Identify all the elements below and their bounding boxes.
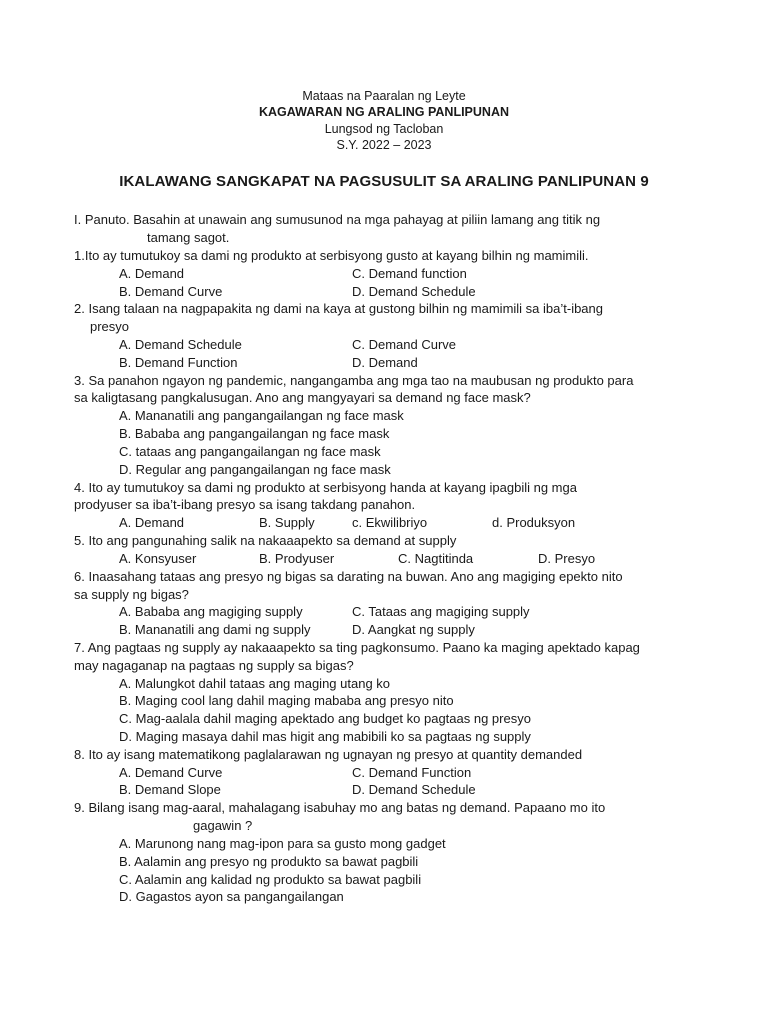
q7-choice-b: B. Maging cool lang dahil maging mababa ang presyo nito <box>119 693 454 708</box>
q1-choice-a: A. Demand <box>119 266 185 281</box>
q6-choice-a: A. Bababa ang magiging supply <box>119 604 303 619</box>
question-6: 6. Inaasahang tataas ang presyo ng bigas sa darating na buwan. Ano ang magiging epekto nito <box>74 569 623 584</box>
question-3: 3. Sa panahon ngayon ng pandemic, nangangamba ang mga tao na maubusan ng produkto para <box>74 373 634 388</box>
question-6-cont: sa supply ng bigas? <box>74 587 189 602</box>
q8-choice-a: A. Demand Curve <box>119 765 223 780</box>
q5-choice-a: A. Konsyuser <box>119 551 197 566</box>
city-name: Lungsod ng Tacloban <box>324 122 444 136</box>
q5-choice-d: D. Presyo <box>538 551 596 566</box>
q8-choice-d: D. Demand Schedule <box>352 782 476 797</box>
q2-choice-a: A. Demand Schedule <box>119 337 242 352</box>
department-name: KAGAWARAN NG ARALING PANLIPUNAN <box>259 105 509 119</box>
q2-choice-b: B. Demand Function <box>119 355 238 370</box>
question-9: 9. Bilang isang mag-aaral, mahalagang isabuhay mo ang batas ng demand. Papaano mo ito <box>74 800 606 815</box>
q4-choice-b: B. Supply <box>259 515 315 530</box>
question-5: 5. Ito ang pangunahing salik na nakaaapekto sa demand at supply <box>74 533 457 548</box>
q8-choice-c: C. Demand Function <box>352 765 472 780</box>
q3-choice-b: B. Bababa ang pangangailangan ng face mask <box>119 426 390 441</box>
q5-choice-b: B. Prodyuser <box>259 551 335 566</box>
q7-choice-a: A. Malungkot dahil tataas ang maging utang ko <box>119 676 391 691</box>
q9-choice-a: A. Marunong nang mag-ipon para sa gusto mong gadget <box>119 836 446 851</box>
q6-choice-d: D. Aangkat ng supply <box>352 622 475 637</box>
exam-title: IKALAWANG SANGKAPAT NA PAGSUSULIT SA ARALING PANLIPUNAN 9 <box>119 173 649 190</box>
question-3-cont: sa kaligtasang pangkalusugan. Ano ang mangyayari sa demand ng face mask? <box>74 390 531 405</box>
q8-choice-b: B. Demand Slope <box>119 782 221 797</box>
q1-choice-d: D. Demand Schedule <box>352 284 476 299</box>
q4-choice-a: A. Demand <box>119 515 185 530</box>
question-1: 1.Ito ay tumutukoy sa dami ng produkto at serbisyong gusto at kayang bilhin ng mamimili. <box>74 248 589 263</box>
q5-choice-c: C. Nagtitinda <box>398 551 474 566</box>
q1-choice-c: C. Demand function <box>352 266 467 281</box>
q3-choice-a: A. Mananatili ang pangangailangan ng face mask <box>119 408 404 423</box>
instructions-line-2: tamang sagot. <box>147 230 230 245</box>
q3-choice-c: C. tataas ang pangangailangan ng face mask <box>119 444 381 459</box>
q4-choice-d: d. Produksyon <box>492 515 576 530</box>
question-2-cont: presyo <box>90 319 130 334</box>
question-4-cont: prodyuser sa iba’t-ibang presyo sa isang takdang panahon. <box>74 497 416 512</box>
q9-choice-c: C. Aalamin ang kalidad ng produkto sa bawat pagbili <box>119 872 422 887</box>
q9-choice-b: B. Aalamin ang presyo ng produkto sa bawat pagbili <box>119 854 419 869</box>
q7-choice-c: C. Mag-aalala dahil maging apektado ang budget ko pagtaas ng presyo <box>119 711 531 726</box>
q7-choice-d: D. Maging masaya dahil mas higit ang mabibili ko sa pagtaas ng supply <box>119 729 531 744</box>
q3-choice-d: D. Regular ang pangangailangan ng face mask <box>119 462 391 477</box>
school-year: S.Y. 2022 – 2023 <box>336 138 432 152</box>
question-2: 2. Isang talaan na nagpapakita ng dami na kaya at gustong bilhin ng mamimili sa iba’t-ibang <box>74 301 604 316</box>
q9-choice-d: D. Gagastos ayon sa pangangailangan <box>119 889 344 904</box>
question-4: 4. Ito ay tumutukoy sa dami ng produkto at serbisyong handa at kayang ipagbili ng mga <box>74 480 577 495</box>
q6-choice-b: B. Mananatili ang dami ng supply <box>119 622 311 637</box>
q4-choice-c: c. Ekwilibriyo <box>352 515 428 530</box>
q1-choice-b: B. Demand Curve <box>119 284 223 299</box>
school-name: Mataas na Paaralan ng Leyte <box>302 89 466 103</box>
q2-choice-c: C. Demand Curve <box>352 337 457 352</box>
question-7-cont: may nagaganap na pagtaas ng supply sa bigas? <box>74 658 354 673</box>
q6-choice-c: C. Tataas ang magiging supply <box>352 604 530 619</box>
instructions-line-1: I. Panuto. Basahin at unawain ang sumusunod na mga pahayag at piliin lamang ang titik ng <box>74 212 601 227</box>
question-9-cont: gagawin ? <box>193 818 253 833</box>
q2-choice-d: D. Demand <box>352 355 418 370</box>
question-8: 8. Ito ay isang matematikong paglalarawan ng ugnayan ng presyo at quantity demanded <box>74 747 583 762</box>
question-7: 7. Ang pagtaas ng supply ay nakaaapekto sa ting pagkonsumo. Paano ka maging apektado kapag <box>74 640 640 655</box>
